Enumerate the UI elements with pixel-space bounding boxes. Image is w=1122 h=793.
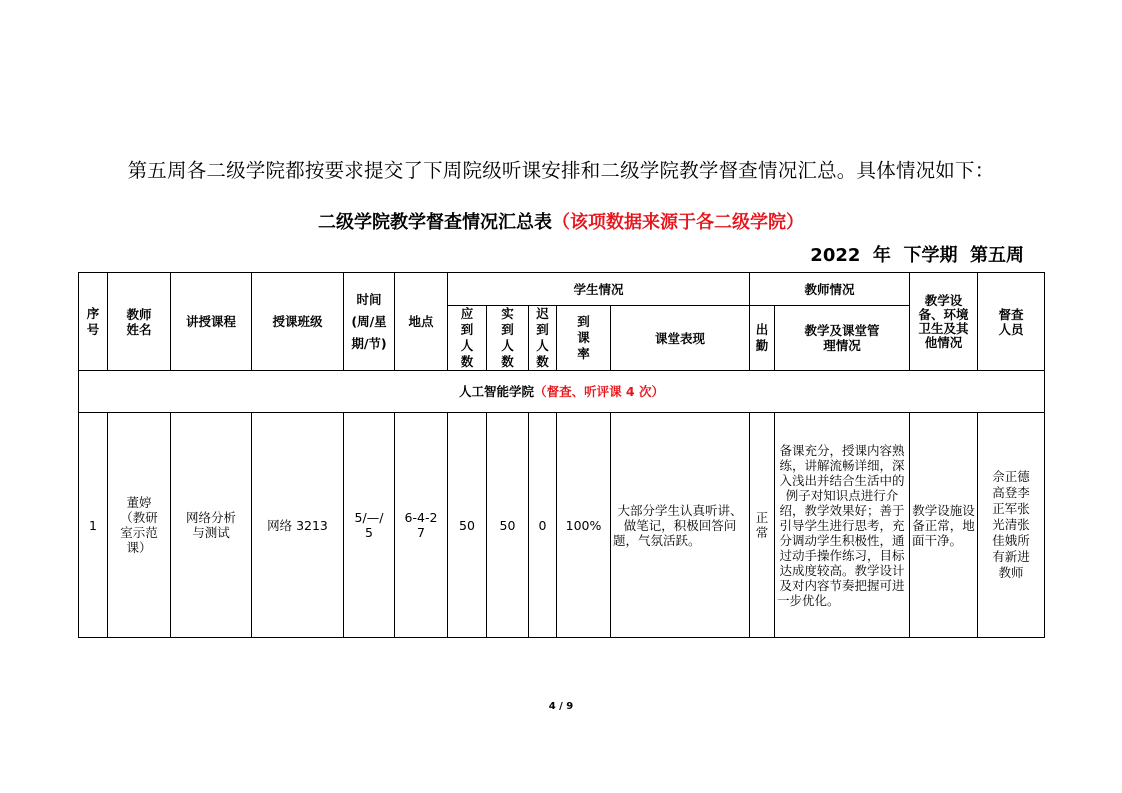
- header-performance: 课堂表现: [611, 306, 750, 371]
- section-row: [79, 371, 1045, 413]
- table-title-main: 二级学院教学督查情况汇总表: [318, 212, 552, 233]
- section-title: [79, 371, 1045, 413]
- header-course: 讲授课程: [171, 273, 252, 371]
- section-note: （督查、听评课 4 次）: [534, 384, 664, 399]
- header-late: 迟到人数: [529, 306, 557, 371]
- cell-course: 网络分析与测试: [171, 413, 252, 638]
- header-actual: 实到人数: [487, 306, 529, 371]
- header-time: 时间(周/星期/节): [344, 273, 395, 371]
- header-management: 教学及课堂管理情况: [775, 306, 910, 371]
- header-expected: 应到人数: [448, 306, 487, 371]
- cell-place: 6-4-27: [395, 413, 448, 638]
- cell-performance: 大部分学生认真听讲、做笔记，积极回答问题，气氛活跃。: [611, 413, 750, 638]
- cell-management: 备课充分，授课内容熟练，讲解流畅详细，深入浅出并结合生活中的例子对知识点进行介绍，教学效果好；善于引导学生进行思考，充分调动学生积极性，通过动手操作练习，目标达成度较高。教学设计及对内容节奏把握可进一步优化。: [775, 413, 910, 638]
- header-supervisor: 督查人员: [978, 273, 1045, 371]
- intro-paragraph: 第五周各二级学院都按要求提交了下周院级听课安排和二级学院教学督查情况汇总。具体情况如下：: [127, 159, 995, 182]
- cell-rate: 100%: [557, 413, 611, 638]
- supervision-summary-table: [78, 272, 1045, 638]
- table-row: [79, 413, 1045, 638]
- header-place: 地点: [395, 273, 448, 371]
- cell-class: 网络 3213: [252, 413, 344, 638]
- header-teacher: 教师姓名: [108, 273, 171, 371]
- header-row-group: [79, 273, 1045, 306]
- table-title-source-note: （该项数据来源于各二级学院）: [552, 212, 804, 233]
- term-week-label: 2022 年 下学期 第五周: [810, 245, 1024, 266]
- cell-late: 0: [529, 413, 557, 638]
- header-attendance: 出勤: [750, 306, 775, 371]
- cell-teacher: 董婷（教研室示范课）: [108, 413, 171, 638]
- cell-actual: 50: [487, 413, 529, 638]
- header-seq: 序号: [79, 273, 108, 371]
- cell-attendance: 正常: [750, 413, 775, 638]
- header-class: 授课班级: [252, 273, 344, 371]
- cell-equipment: 教学设施设备正常，地面干净。: [910, 413, 978, 638]
- header-student-group: 学生情况: [448, 273, 750, 306]
- table-title: [0, 208, 1122, 234]
- header-rate: 到课率: [557, 306, 611, 371]
- page-number: 4 / 9: [548, 701, 574, 712]
- section-name: 人工智能学院: [459, 384, 535, 399]
- header-teacher-group: 教师情况: [750, 273, 910, 306]
- header-equipment: 教学设备、环境卫生及其他情况: [910, 273, 978, 371]
- cell-expected: 50: [448, 413, 487, 638]
- cell-time: 5/—/5: [344, 413, 395, 638]
- cell-seq: 1: [79, 413, 108, 638]
- cell-supervisor: 佘正德高登李正军张光清张佳娥所有新进教师: [978, 413, 1045, 638]
